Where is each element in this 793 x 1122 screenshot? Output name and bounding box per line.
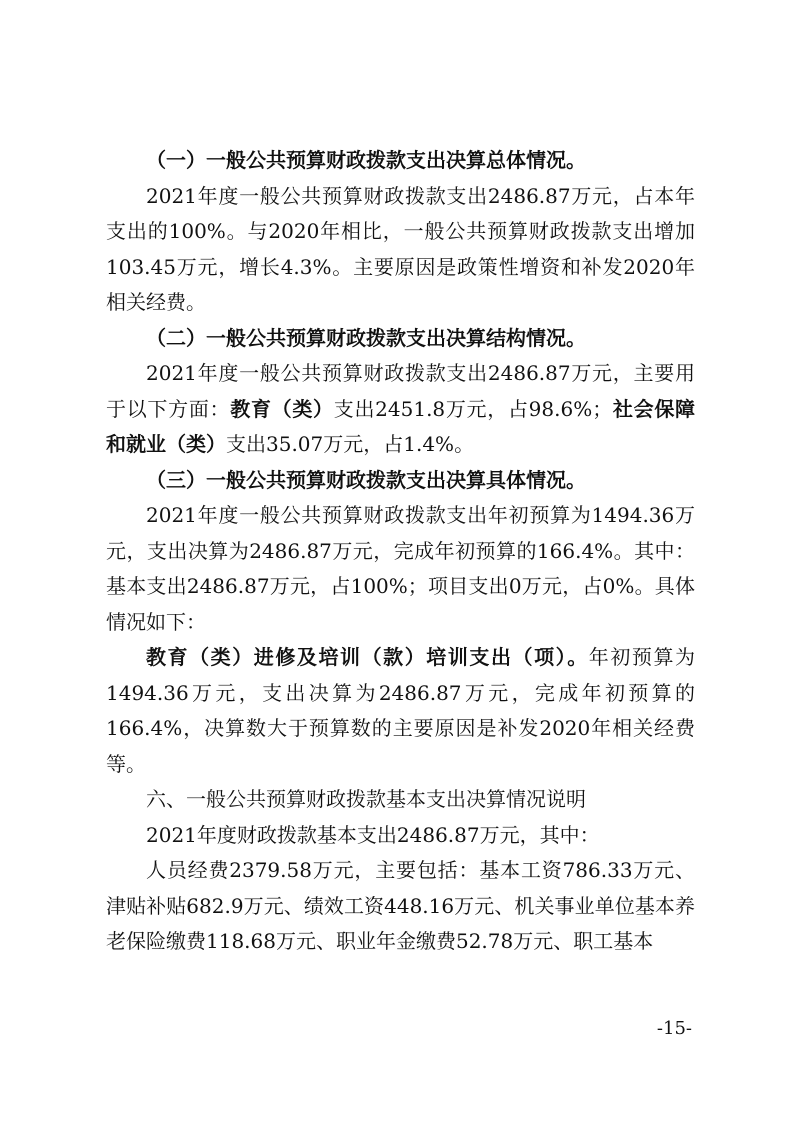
section2-social-label: 社会保障和就业（类） [106, 396, 696, 456]
page-number: -15- [656, 1018, 692, 1039]
section3-item-label: 教育（类）进修及培训（款）培训支出（项）。 [146, 645, 589, 669]
section2-text-part2: 支出2451.8万元，占98.6%； [333, 396, 613, 421]
section3-heading: （三）一般公共预算财政拨款支出决算具体情况。 [146, 467, 586, 492]
section2-paragraph [106, 356, 695, 463]
section3-paragraph: 2021年度一般公共预算财政拨款支出年初预算为1494.36万元，支出决算为2486.87万元，完成年初预算的166.4%。其中：基本支出2486.87万元，占100%；项目支出0万元，占0%。具体情况如下： [106, 503, 695, 634]
section2-text-part1: 2021年度一般公共预算财政拨款支出2486.87万元，主要用于以下方面： [106, 361, 695, 421]
section2-heading: （二）一般公共预算财政拨款支出决算结构情况。 [146, 325, 586, 350]
section1-paragraph: 2021年度一般公共预算财政拨款支出2486.87万元，占本年支出的100%。与2020年相比，一般公共预算财政拨款支出增加103.45万元，增长4.3%。主要原因是政策性增资和补发2020年相关经费。 [106, 183, 695, 314]
section2-education-label: 教育（类） [230, 396, 334, 421]
section6-paragraph-1: 2021年度财政拨款基本支出2486.87万元，其中： [146, 822, 600, 847]
section2-text-part3: 支出35.07万元，占1.4%。 [226, 432, 475, 456]
section1-heading: （一）一般公共预算财政拨款支出决算总体情况。 [146, 148, 586, 172]
section6-paragraph-2: 人员经费2379.58万元，主要包括：基本工资786.33万元、津贴补贴682.9万元、绩效工资448.16万元、机关事业单位基本养老保险缴费118.68万元、职业年金缴费52.78万元、职工基本 [106, 858, 695, 953]
section3-item-text: 年初预算为1494.36万元，支出决算为2486.87万元，完成年初预算的166.4%，决算数大于预算数的主要原因是补发2020年相关经费等。 [106, 645, 696, 776]
document-body [106, 143, 695, 960]
section6-heading: 六、一般公共预算财政拨款基本支出决算情况说明 [146, 787, 586, 811]
section3-item-paragraph [106, 640, 695, 782]
